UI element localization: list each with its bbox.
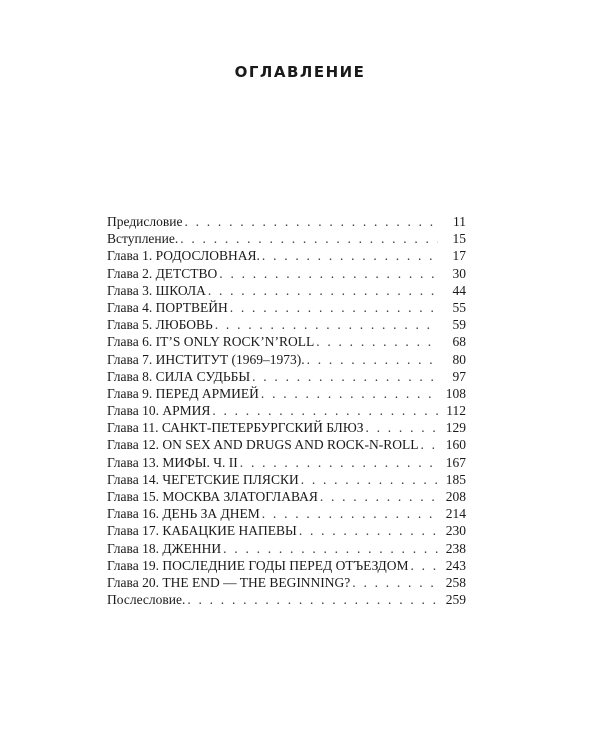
toc-dot-leader: [187, 591, 438, 608]
toc-dot-leader: [223, 540, 438, 557]
toc-entry: [107, 385, 466, 402]
toc-entry-label: Вступление.: [107, 231, 179, 247]
toc-entry-page-number: 230: [445, 523, 466, 539]
toc-entry-page-number: 167: [445, 454, 466, 470]
toc-dot-leader: [307, 351, 438, 368]
toc-entry-label: Глава 7. ИНСТИТУТ (1969–1973).: [107, 351, 305, 367]
toc-entry: [107, 402, 466, 419]
toc-entry-page-number: 129: [445, 420, 466, 436]
toc-entry: [107, 333, 466, 350]
toc-entry-page-number: 108: [445, 385, 466, 401]
toc-entry: [107, 316, 466, 333]
toc-entry: [107, 505, 466, 522]
toc-entry-label: Глава 14. ЧЕГЕТСКИЕ ПЛЯСКИ: [107, 471, 299, 487]
toc-entry-page-number: 11: [453, 214, 466, 229]
toc-entry: [107, 574, 466, 591]
toc-entry: [107, 282, 466, 299]
toc-entry: [107, 591, 466, 608]
toc-entry-page-number: 214: [445, 506, 466, 522]
toc-dot-leader: [240, 454, 438, 471]
toc-entry: [107, 488, 466, 505]
toc-entry: [107, 436, 466, 453]
toc-dot-leader: [215, 316, 438, 333]
table-of-contents: [107, 213, 466, 608]
toc-entry-label: Глава 20. THE END — THE BEGINNING?: [107, 574, 351, 590]
toc-entry: [107, 265, 466, 282]
toc-entry-label: Глава 11. САНКТ-ПЕТЕРБУРГСКИЙ БЛЮЗ: [107, 420, 364, 436]
toc-entry-page-number: 80: [452, 351, 466, 367]
toc-dot-leader: [320, 488, 438, 505]
toc-dot-leader: [261, 385, 438, 402]
toc-entry: [107, 368, 466, 385]
toc-dot-leader: [301, 471, 438, 488]
toc-entry-label: Послесловие.: [107, 592, 186, 608]
toc-entry-label: Глава 15. МОСКВА ЗЛАТОГЛАВАЯ: [107, 489, 318, 504]
toc-entry-label: Глава 9. ПЕРЕД АРМИЕЙ: [107, 385, 259, 401]
toc-entry: [107, 471, 466, 488]
page-title: ОГЛАВЛЕНИЕ: [234, 63, 366, 81]
toc-entry-label: Глава 3. ШКОЛА: [107, 282, 206, 298]
toc-entry-page-number: 15: [452, 231, 466, 247]
toc-entry-label: Глава 13. МИФЫ. Ч. II: [107, 454, 238, 470]
toc-entry-page-number: 238: [445, 540, 466, 556]
toc-dot-leader: [262, 505, 438, 522]
toc-entry-label: Глава 17. КАБАЦКИЕ НАПЕВЫ: [107, 523, 297, 539]
toc-entry-label: Глава 5. ЛЮБОВЬ: [107, 317, 213, 333]
toc-entry-page-number: 208: [445, 489, 466, 504]
toc-dot-leader: [219, 265, 438, 282]
toc-entry-page-number: 243: [445, 557, 466, 573]
toc-dot-leader: [212, 402, 438, 419]
toc-entry-page-number: 97: [452, 368, 466, 384]
toc-dot-leader: [420, 436, 438, 453]
toc-dot-leader: [316, 333, 438, 350]
toc-entry: [107, 351, 466, 368]
toc-entry-label: Глава 6. IT’S ONLY ROCK’N’ROLL: [107, 334, 315, 350]
toc-entry-page-number: 258: [445, 574, 466, 590]
toc-entry-label: Глава 16. ДЕНЬ ЗА ДНЕМ: [107, 506, 260, 522]
toc-entry-label: Глава 1. РОДОСЛОВНАЯ.: [107, 248, 260, 264]
toc-entry-page-number: 30: [452, 265, 466, 281]
toc-entry-label: Глава 10. АРМИЯ: [107, 403, 211, 419]
toc-entry: [107, 454, 466, 471]
toc-entry-label: Предисловие: [107, 214, 183, 229]
toc-entry: [107, 213, 466, 230]
toc-entry-label: Глава 19. ПОСЛЕДНИЕ ГОДЫ ПЕРЕД ОТЪЕЗДОМ: [107, 557, 409, 573]
toc-entry-page-number: 55: [452, 299, 466, 315]
toc-entry-label: Глава 8. СИЛА СУДЬБЫ: [107, 368, 251, 384]
toc-entry: [107, 247, 466, 264]
toc-entry-page-number: 17: [452, 248, 466, 264]
toc-entry: [107, 557, 466, 574]
toc-entry-page-number: 185: [445, 471, 466, 487]
toc-dot-leader: [252, 368, 438, 385]
toc-entry: [107, 522, 466, 539]
toc-dot-leader: [184, 213, 438, 230]
toc-entry: [107, 230, 466, 247]
toc-dot-leader: [262, 247, 438, 264]
toc-entry: [107, 419, 466, 436]
toc-entry-page-number: 160: [445, 437, 466, 453]
toc-dot-leader: [410, 557, 438, 574]
toc-entry: [107, 540, 466, 557]
toc-entry-label: Глава 12. ON SEX AND DRUGS AND ROCK-N-ROLL: [107, 437, 419, 453]
toc-dot-leader: [230, 299, 438, 316]
toc-entry-page-number: 259: [445, 592, 466, 608]
toc-dot-leader: [208, 282, 438, 299]
toc-entry-label: Глава 18. ДЖЕННИ: [107, 540, 222, 556]
toc-entry-label: Глава 2. ДЕТСТВО: [107, 265, 218, 281]
toc-dot-leader: [365, 419, 438, 436]
toc-entry-page-number: 68: [452, 334, 466, 350]
toc-entry-page-number: 112: [446, 403, 466, 419]
toc-entry-page-number: 59: [452, 317, 466, 333]
toc-entry-page-number: 44: [452, 282, 466, 298]
toc-entry-label: Глава 4. ПОРТВЕЙН: [107, 299, 228, 315]
toc-entry: [107, 299, 466, 316]
toc-dot-leader: [180, 230, 438, 247]
toc-dot-leader: [299, 522, 438, 539]
toc-dot-leader: [352, 574, 438, 591]
